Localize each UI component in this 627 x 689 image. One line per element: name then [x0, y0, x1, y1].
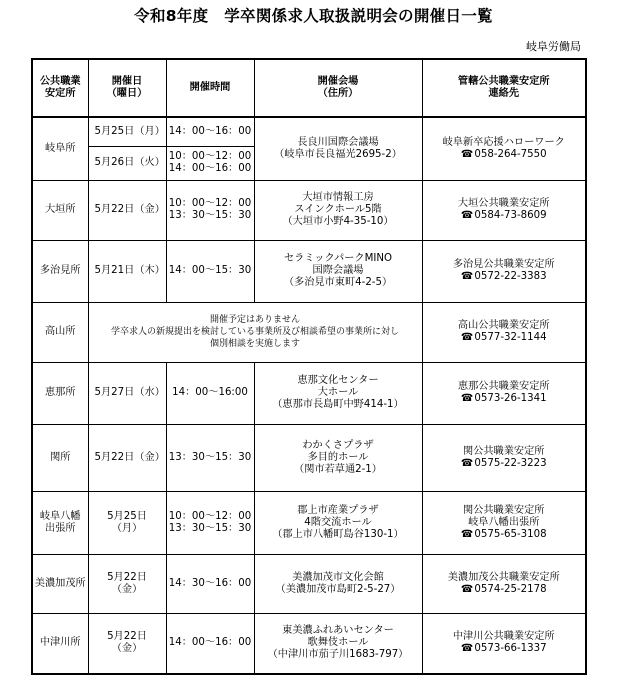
header-venue: 開催会場 （住所）: [254, 59, 422, 117]
contact-cell: [422, 117, 586, 180]
venue-cell: 東美濃ふれあいセンター 歌舞伎ホール （中津川市茄子川1683-797）: [254, 613, 422, 674]
contact-cell: [422, 240, 586, 302]
table-row: [32, 117, 586, 146]
contact-name: 大垣公共職業安定所: [457, 198, 550, 209]
contact-name: 美濃加茂公共職業安定所: [447, 571, 560, 583]
date-cell: 5月25日 （月）: [88, 491, 166, 554]
contact-name: 関公共職業安定所 岐阜八幡出張所: [463, 504, 545, 528]
contact-cell: [422, 613, 586, 674]
office-cell: 岐阜八幡 出張所: [32, 491, 88, 554]
phone-icon-number: ☎ 0572-22-3383: [424, 271, 585, 283]
office-cell: 岐阜所: [32, 117, 88, 180]
table-row: [32, 424, 586, 491]
table-row: [32, 554, 586, 613]
office-cell: 中津川所: [32, 613, 88, 674]
table-row: [32, 362, 586, 424]
page-title: 令和8年度 学卒関係求人取扱説明会の開催日一覧: [134, 7, 493, 25]
venue-cell: 大垣市情報工房 スインクホール5階 （大垣市小野4-35-10）: [254, 180, 422, 240]
contact-cell: [422, 302, 586, 362]
time-cell: 14：00～16:00: [166, 362, 254, 424]
office-cell: 大垣所: [32, 180, 88, 240]
date-cell: 5月22日（金）: [88, 180, 166, 240]
office-cell: 恵那所: [32, 362, 88, 424]
office-cell: 関所: [32, 424, 88, 491]
date-cell: 5月26日（火）: [88, 146, 166, 180]
date-cell: 5月25日（月）: [88, 117, 166, 146]
phone-icon-number: ☎ 0574-25-2178: [424, 584, 585, 596]
time-cell: 14：00～16：00: [166, 117, 254, 146]
contact-cell: [422, 424, 586, 491]
phone-icon-number: ☎ 0573-26-1341: [424, 393, 585, 405]
date-cell: 5月22日 （金）: [88, 554, 166, 613]
header-date: 開催日 （曜日）: [88, 59, 166, 117]
table-row: [32, 613, 586, 674]
table-row: [32, 302, 586, 362]
time-cell: 10：00～12：00 13：30～15：30: [166, 491, 254, 554]
phone-icon-number: ☎ 0575-22-3223: [424, 458, 585, 470]
date-cell: 5月27日（水）: [88, 362, 166, 424]
time-cell: 13：30～15：30: [166, 424, 254, 491]
date-cell: 5月21日（木）: [88, 240, 166, 302]
time-cell: 10：00～12：00 13：30～15：30: [166, 180, 254, 240]
contact-name: 恵那公共職業安定所: [457, 381, 550, 392]
contact-cell: [422, 491, 586, 554]
issuer-label: 岐阜労働局: [526, 40, 581, 53]
schedule-table: [31, 58, 587, 675]
table-row: [32, 491, 586, 554]
time-cell: 14：00～16：00: [166, 613, 254, 674]
venue-cell: 郡上市産業プラザ 4階交流ホール （郡上市八幡町島谷130-1）: [254, 491, 422, 554]
phone-icon-number: ☎ 0573-66-1337: [424, 643, 585, 655]
header-contact: 管轄公共職業安定所 連絡先: [422, 59, 586, 117]
time-cell: 14：30～16：00: [166, 554, 254, 613]
header-time: 開催時間: [166, 59, 254, 117]
venue-cell: 恵那文化センター 大ホール （恵那市長島町中野414-1）: [254, 362, 422, 424]
notice-cell: 開催予定はありません 学卒求人の新規提出を検討している事業所及び相談希望の事業所に対し 個別相談を実施します: [88, 302, 422, 362]
time-cell: 10：00～12：00 14：00～16：00: [166, 146, 254, 180]
table-row: [32, 180, 586, 240]
table-row: [32, 240, 586, 302]
contact-name: 関公共職業安定所: [463, 445, 545, 457]
header-office: 公共職業 安定所: [32, 59, 88, 117]
phone-icon-number: ☎ 0577-32-1144: [424, 332, 585, 344]
phone-icon-number: ☎ 0584-73-8609: [424, 210, 585, 222]
header-row: [32, 59, 586, 117]
time-cell: 14：00～15：30: [166, 240, 254, 302]
venue-cell: セラミックパークMINO 国際会議場 （多治見市東町4-2-5）: [254, 240, 422, 302]
venue-cell: 長良川国際会議場 （岐阜市長良福光2695-2）: [254, 117, 422, 180]
contact-cell: [422, 554, 586, 613]
contact-cell: [422, 180, 586, 240]
venue-cell: わかくさプラザ 多目的ホール （関市若草通2-1）: [254, 424, 422, 491]
venue-cell: 美濃加茂市文化会館 （美濃加茂市島町2-5-27）: [254, 554, 422, 613]
phone-icon-number: ☎ 058-264-7550: [424, 149, 585, 161]
date-cell: 5月22日 （金）: [88, 613, 166, 674]
contact-name: 高山公共職業安定所: [457, 320, 550, 331]
contact-name: 多治見公共職業安定所: [452, 259, 555, 270]
contact-name: 岐阜新卒応援ハローワーク: [442, 136, 565, 148]
office-cell: 高山所: [32, 302, 88, 362]
contact-cell: [422, 362, 586, 424]
office-cell: 美濃加茂所: [32, 554, 88, 613]
contact-name: 中津川公共職業安定所: [452, 631, 555, 643]
office-cell: 多治見所: [32, 240, 88, 302]
date-cell: 5月22日（金）: [88, 424, 166, 491]
phone-icon-number: ☎ 0575-65-3108: [424, 529, 585, 541]
